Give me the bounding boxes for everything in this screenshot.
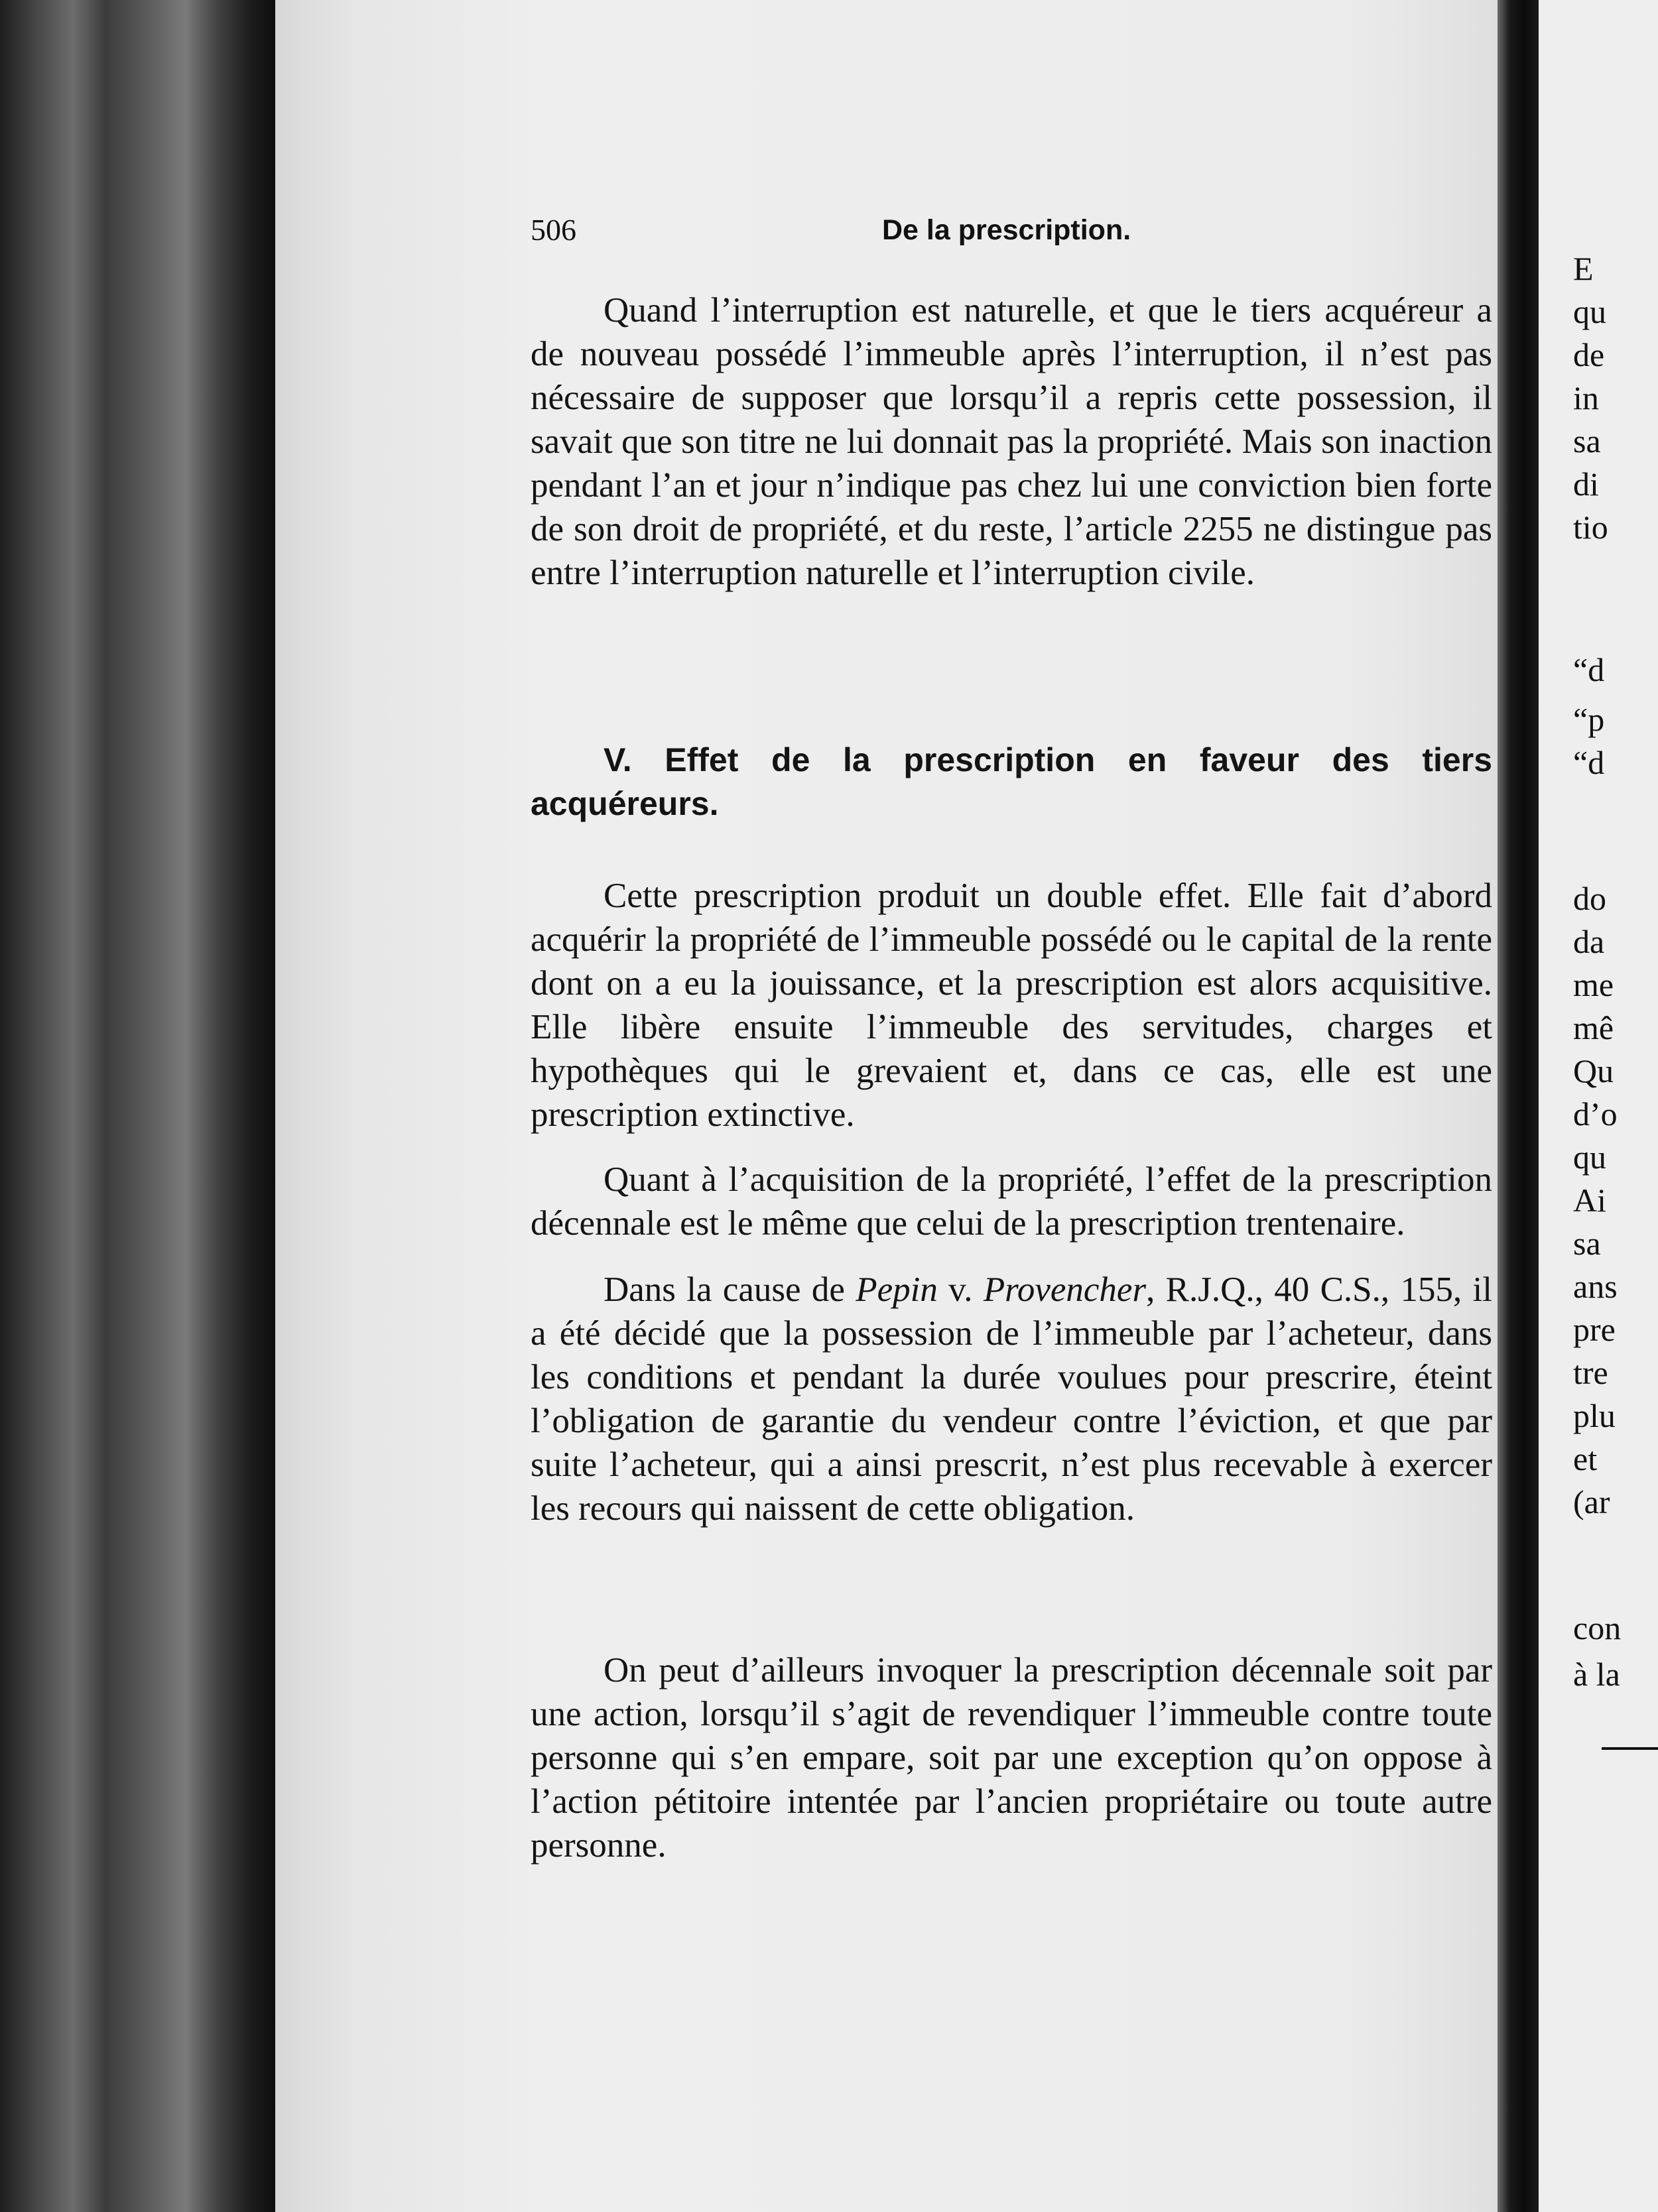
paragraph-text: Quant à l’acquisition de la propriété, l’effet de la prescription décennale est le même que celui de la prescription trentenaire.	[531, 1160, 1492, 1243]
next-page-fragment: in	[1573, 379, 1599, 416]
page-fold	[1498, 0, 1539, 2212]
next-page-fragment: pre	[1573, 1311, 1616, 1348]
case-party-name: Provencher	[983, 1270, 1147, 1309]
next-page-fragment: (ar	[1573, 1483, 1610, 1520]
paragraph-interruption	[531, 288, 1492, 595]
paragraph-text	[531, 1268, 1492, 1530]
next-page-fragment: “d	[1573, 651, 1605, 688]
next-page-fragment: di	[1573, 465, 1599, 503]
next-page-fragment: da	[1573, 923, 1605, 960]
text-run: , R.J.Q., 40 C.S., 155, il a été décidé que la possession de l’immeuble par l’acheteur, dans les conditions et pendant la durée voulues pour prescrire, éteint l’obligation de garantie du vendeur contre l’éviction, et que par suite l’acheteur, qui a ainsi prescrit, n’est plus recevable à exercer les recours qui naissent de cette obligation.	[531, 1270, 1492, 1528]
next-page-fragment: tre	[1573, 1354, 1608, 1391]
chapter-title: De la prescription.	[882, 214, 1131, 246]
paragraph-text: Cette prescription produit un double effet. Elle fait d’abord acquérir la propriété de l’immeuble possédé ou le capital de la rente dont on a eu la jouissance, et la prescription est alors acquisitive. Elle libère ensuite l’immeuble des servitudes, charges et hypothèques qui le grevaient et, dans ce cas, elle est une prescription extinctive.	[531, 877, 1492, 1134]
paragraph-text: Quand l’interruption est naturelle, et que le tiers acquéreur a de nouveau possédé l’immeuble après l’interruption, il n’est pas nécessaire de supposer que lorsqu’il a repris cette possession, il savait que son titre ne lui donnait pas la propriété. Mais son inaction pendant l’an et jour n’indique pas chez lui une conviction bien forte de son droit de propriété, et du reste, l’article 2255 ne distingue pas entre l’interruption naturelle et l’interruption civile.	[531, 291, 1492, 592]
next-page-fragment: sa	[1573, 1225, 1601, 1262]
next-page-fragment: E	[1573, 250, 1594, 287]
next-page-rule	[1602, 1747, 1658, 1750]
next-page-fragment: do	[1573, 880, 1606, 917]
next-page-fragment: “d	[1573, 744, 1605, 781]
next-page-fragment: ans	[1573, 1268, 1618, 1305]
paragraph-case-pepin	[531, 1268, 1492, 1530]
next-page-fragment: de	[1573, 336, 1605, 373]
section-heading	[531, 738, 1492, 826]
next-page-fragment: me	[1573, 966, 1614, 1003]
next-page-fragment: qu	[1573, 293, 1606, 330]
section-heading-text: V. Effet de la prescription en faveur des tiers acquéreurs.	[531, 741, 1492, 822]
book-binding	[0, 0, 275, 2212]
text-run: Dans la cause de	[604, 1270, 856, 1309]
next-page-fragment: plu	[1573, 1397, 1616, 1434]
page-number: 506	[531, 213, 576, 247]
paragraph-double-effect	[531, 874, 1492, 1137]
next-page-fragment: Ai	[1573, 1182, 1606, 1219]
case-party-name: Pepin	[856, 1270, 938, 1309]
next-page-fragment: à la	[1573, 1656, 1620, 1693]
running-header	[531, 207, 1492, 253]
next-page-fragment: “p	[1573, 701, 1605, 738]
next-page-fragment: d’o	[1573, 1095, 1618, 1133]
next-page-fragment: Qu	[1573, 1052, 1614, 1089]
next-page-fragment: tio	[1573, 509, 1608, 546]
next-page-fragment: mê	[1573, 1009, 1614, 1046]
paragraph-acquisition	[531, 1158, 1492, 1245]
next-page-fragment: qu	[1573, 1138, 1606, 1176]
text-run: v.	[937, 1270, 984, 1309]
paragraph-text: On peut d’ailleurs invoquer la prescription décennale soit par une action, lorsqu’il s’agit de revendiquer l’immeuble contre toute personne qui s’en empare, soit par une exception qu’on oppose à l’action pétitoire intentée par l’ancien propriétaire ou toute autre personne.	[531, 1651, 1492, 1865]
next-page-fragment: con	[1573, 1609, 1622, 1646]
next-page-edge	[1539, 0, 1658, 2212]
paragraph-invocation	[531, 1648, 1492, 1867]
next-page-fragment: sa	[1573, 422, 1601, 460]
next-page-fragment: et	[1573, 1440, 1598, 1477]
